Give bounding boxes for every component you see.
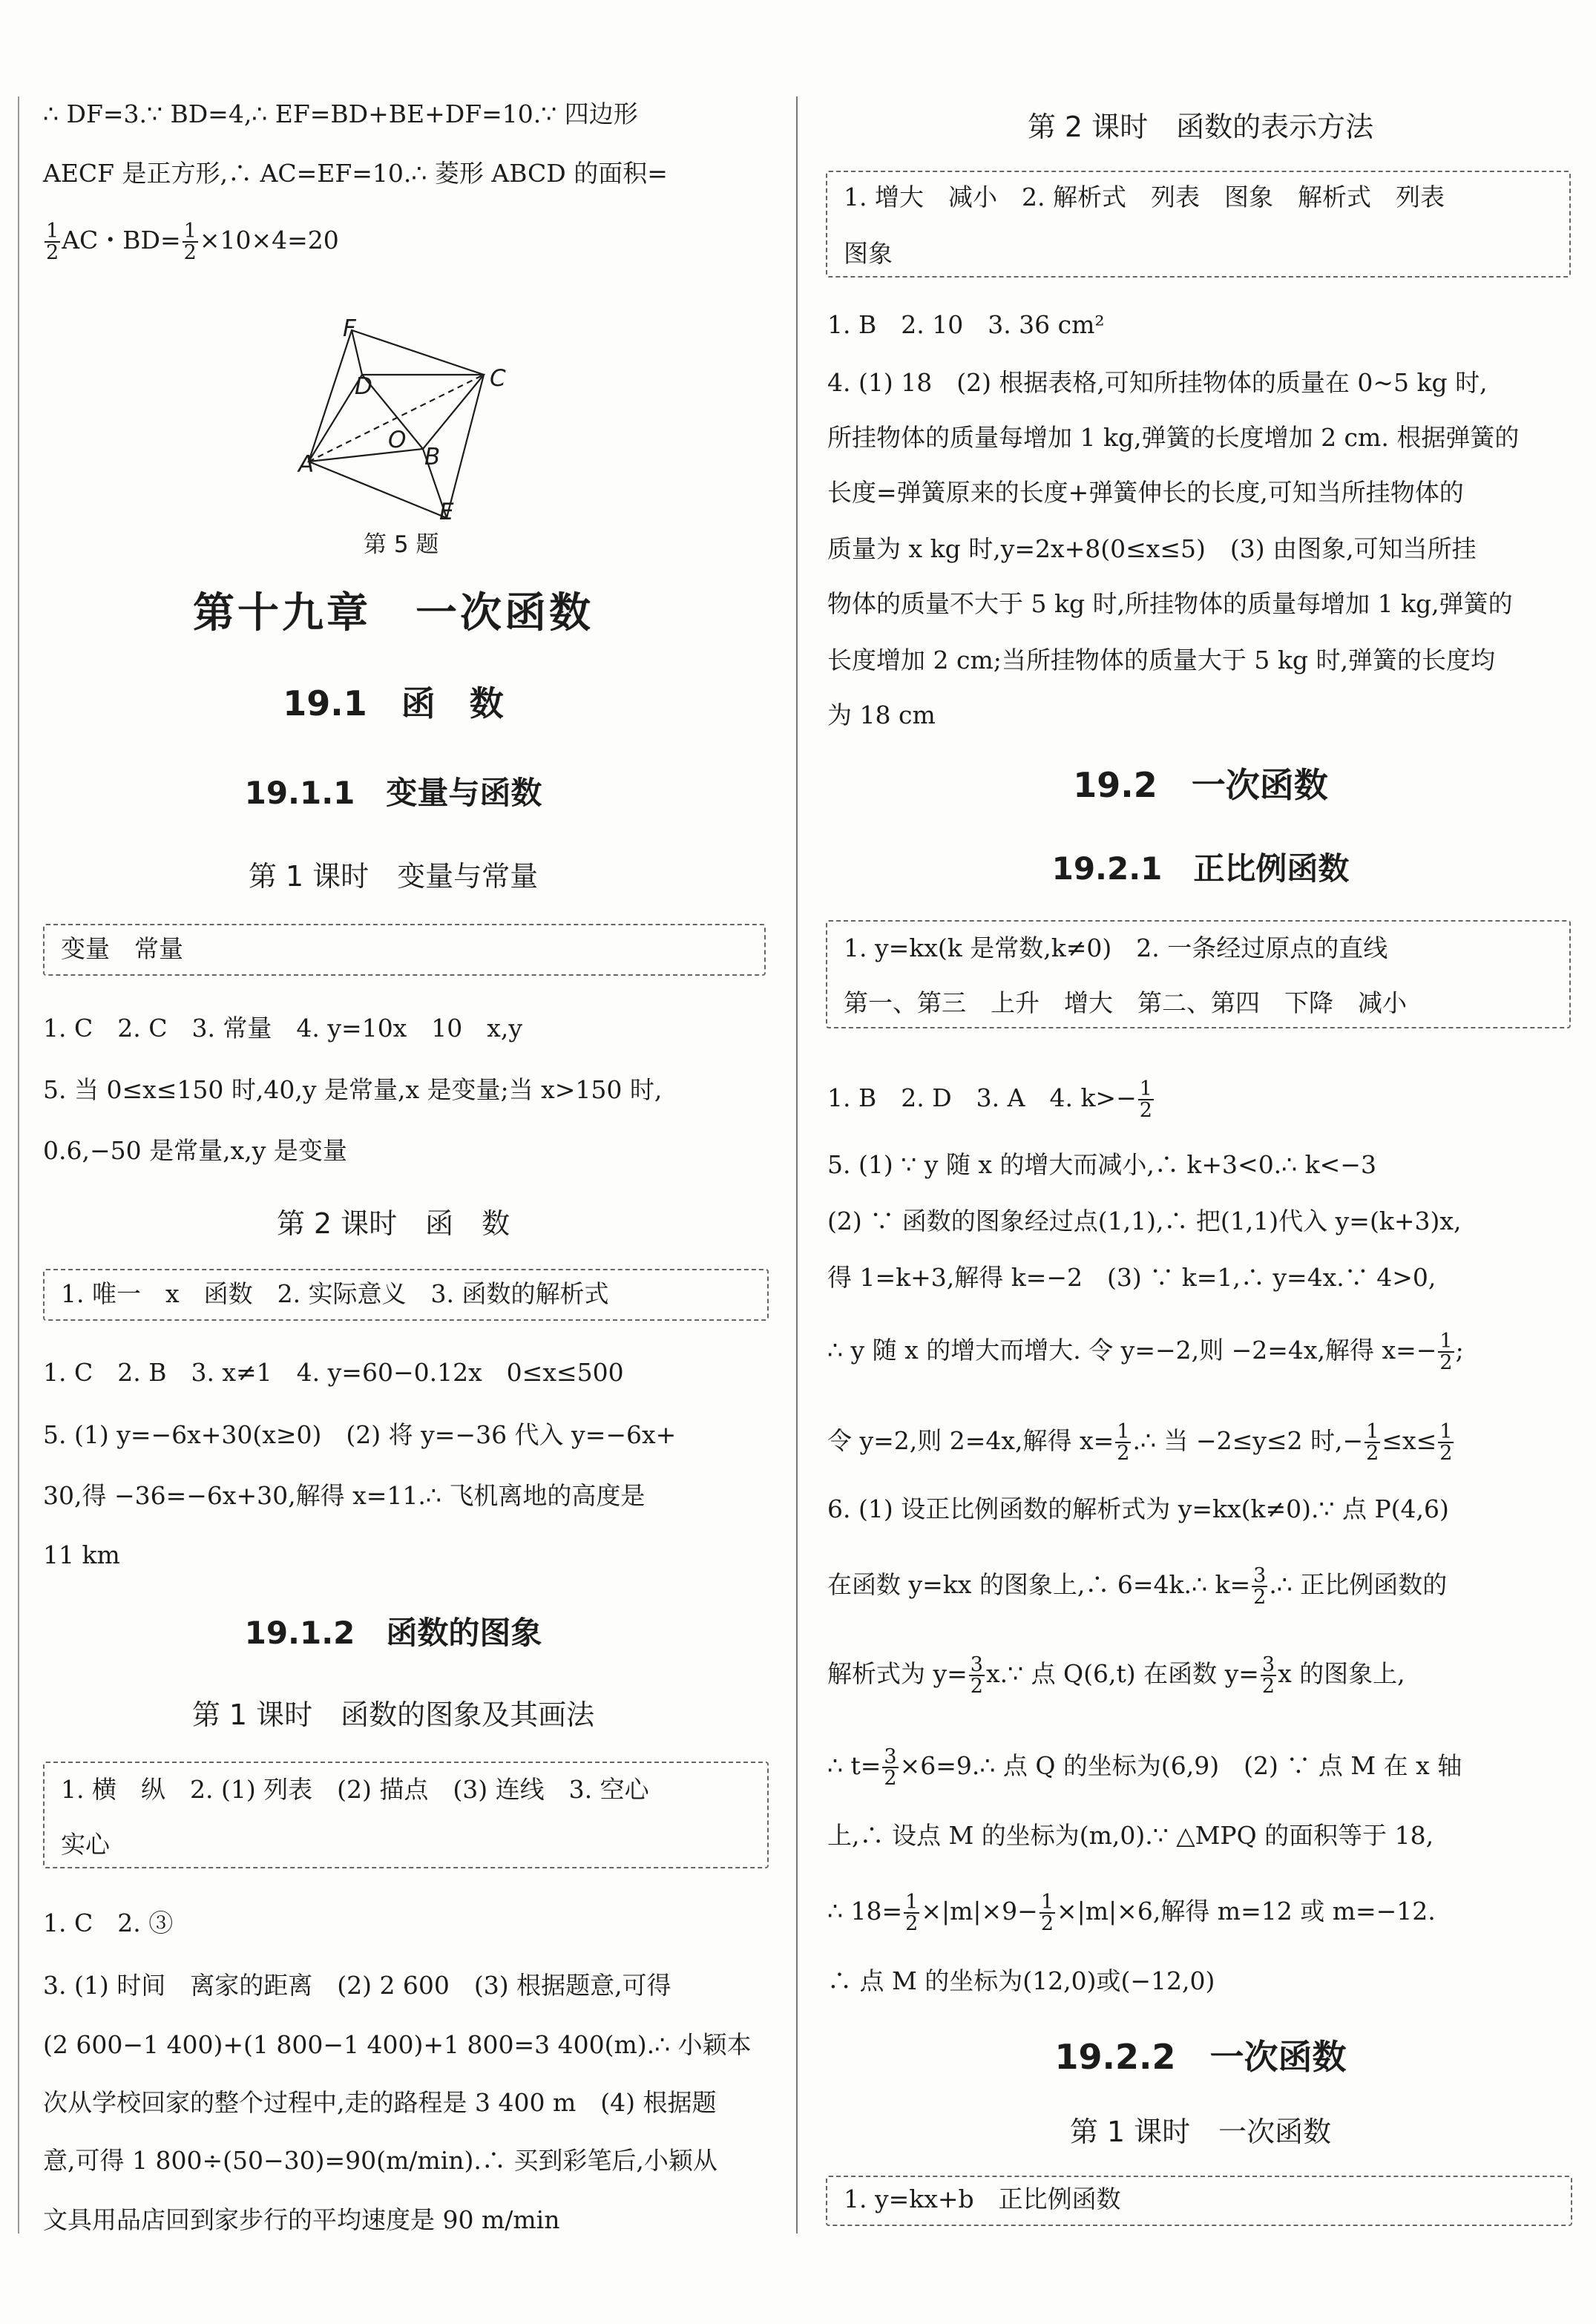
label-E: E [439, 499, 454, 525]
fraction: $\frac{1}{2}$ [183, 220, 197, 264]
fraction: $\frac{1}{2}$ [1439, 1330, 1453, 1374]
text-line: 3. (1) 时间 离家的距离 (2) 2 600 (3) 根据题意,可得 [43, 1971, 671, 2000]
lesson-title: 第 1 课时 函数的图象及其画法 [191, 1698, 595, 1731]
box-line: 1. 横 纵 2. (1) 列表 (2) 描点 (3) 连线 3. 空心 [61, 1775, 649, 1804]
box-line: 图象 [844, 239, 893, 268]
fraction: $\frac{1}{2}$ [905, 1891, 919, 1935]
text-line: (2 600−1 400)+(1 800−1 400)+1 800=3 400(m).∴ 小颖本 [43, 2030, 752, 2059]
text-line: 意,可得 1 800÷(50−30)=90(m/min).∴ 买到彩笔后,小颖从 [43, 2146, 717, 2175]
text-line: 令 y=2,则 2=4x,解得 x= $\frac{1}{2}$ .∴ 当 −2≤y≤2 时,− $\frac{1}{2}$ ≤x≤ $\frac{1}{2}$ [827, 1420, 1453, 1465]
fraction: $\frac{1}{2}$ [1040, 1891, 1054, 1935]
text-line: 长度增加 2 cm;当所挂物体的质量大于 5 kg 时,弹簧的长度均 [827, 646, 1495, 674]
text-line: ∴ 18= $\frac{1}{2}$ ×|m|×9− $\frac{1}{2}$ ×|m|×6,解得 m=12 或 m=−12. [827, 1891, 1436, 1935]
text-line: 5. (1) ∵ y 随 x 的增大而减小,∴ k+3<0.∴ k<−3 [827, 1150, 1376, 1179]
text-line: AECF 是正方形,∴ AC=EF=10.∴ 菱形 ABCD 的面积= [43, 159, 668, 188]
fraction: $\frac{1}{2}$ [1366, 1420, 1379, 1465]
box-line: 1. 增大 减小 2. 解析式 列表 图象 解析式 列表 [844, 183, 1445, 211]
box-line: 1. 唯一 x 函数 2. 实际意义 3. 函数的解析式 [61, 1279, 609, 1308]
chapter-title: 第十九章 一次函数 [193, 589, 594, 637]
text-line: 0.6,−50 是常量,x,y 是变量 [43, 1136, 347, 1165]
fraction: $\frac{3}{2}$ [1253, 1564, 1267, 1609]
answer-box [826, 920, 1571, 1028]
answer-box [826, 2176, 1572, 2226]
label-D: D [355, 373, 372, 400]
section-title: 19.2.2 一次函数 [1054, 2037, 1347, 2077]
fraction: $\frac{1}{2}$ [1439, 1420, 1453, 1465]
text-line: 1. C 2. B 3. x≠1 4. y=60−0.12x 0≤x≤500 [43, 1358, 624, 1387]
lesson-title: 第 2 课时 函 数 [276, 1207, 510, 1240]
fraction: $\frac{3}{2}$ [1261, 1653, 1275, 1698]
fraction: $\frac{1}{2}$ [46, 220, 59, 264]
text-line: 物体的质量不大于 5 kg 时,所挂物体的质量每增加 1 kg,弹簧的 [827, 589, 1513, 618]
text-line: ∴ y 随 x 的增大而增大. 令 y=−2,则 −2=4x,解得 x=− $\frac{1}{2}$ ; [827, 1330, 1464, 1374]
box-line: 1. y=kx+b 正比例函数 [844, 2185, 1121, 2213]
answer-box [43, 1762, 769, 1868]
box-line: 第一、第三 上升 增大 第二、第四 下降 减小 [844, 988, 1407, 1017]
text-line: 在函数 y=kx 的图象上,∴ 6=4k.∴ k= $\frac{3}{2}$ .∴ 正比例函数的 [827, 1564, 1448, 1609]
lesson-title: 第 1 课时 一次函数 [1069, 2115, 1332, 2148]
subsection-title: 19.2.1 正比例函数 [1051, 850, 1350, 887]
text-line: 所挂物体的质量每增加 1 kg,弹簧的长度增加 2 cm. 根据弹簧的 [827, 423, 1520, 452]
text-line: 得 1=k+3,解得 k=−2 (3) ∵ k=1,∴ y=4x.∵ 4>0, [827, 1263, 1436, 1292]
text-line: 30,得 −36=−6x+30,解得 x=11.∴ 飞机离地的高度是 [43, 1481, 646, 1510]
text-line: ∴ t= $\frac{3}{2}$ ×6=9.∴ 点 Q 的坐标为(6,9) (2) ∵ 点 M 在 x 轴 [827, 1745, 1462, 1790]
lesson-title: 第 1 课时 变量与常量 [248, 860, 539, 893]
text-line: 长度=弹簧原来的长度+弹簧伸长的长度,可知当所挂物体的 [827, 478, 1464, 507]
text-line: (2) ∵ 函数的图象经过点(1,1),∴ 把(1,1)代入 y=(k+3)x, [827, 1207, 1462, 1235]
text-line: 5. 当 0≤x≤150 时,40,y 是常量,x 是变量;当 x>150 时, [43, 1075, 663, 1104]
text-line: 11 km [43, 1540, 120, 1569]
page-edge-line [18, 96, 19, 2233]
text-line: 次从学校回家的整个过程中,走的路程是 3 400 m (4) 根据题 [43, 2088, 717, 2117]
answer-box [826, 171, 1571, 278]
text-line: 为 18 cm [827, 700, 936, 729]
column-divider [796, 96, 798, 2233]
area-formula: $\frac{1}{2}$ AC・BD= $\frac{1}{2}$ ×10×4=20 [46, 220, 339, 264]
text-line: ∴ 点 M 的坐标为(12,0)或(−12,0) [827, 1966, 1215, 1995]
label-C: C [490, 365, 506, 392]
fraction: $\frac{3}{2}$ [884, 1745, 897, 1790]
label-F: F [343, 315, 356, 342]
figure-caption: 第 5 题 [364, 531, 439, 558]
box-line: 1. y=kx(k 是常数,k≠0) 2. 一条经过原点的直线 [844, 933, 1388, 962]
text-line: ∴ DF=3.∵ BD=4,∴ EF=BD+BE+DF=10.∵ 四边形 [43, 99, 638, 128]
subsection-title: 19.1.1 变量与函数 [244, 775, 542, 811]
text-line: 1. C 2. ③ [43, 1908, 174, 1937]
text-line: 1. B 2. 10 3. 36 cm² [827, 310, 1105, 339]
fraction: $\frac{3}{2}$ [970, 1653, 983, 1698]
text-line: 解析式为 y= $\frac{3}{2}$ x.∵ 点 Q(6,t) 在函数 y= $\frac{3}{2}$ x 的图象上, [827, 1653, 1405, 1698]
text-line: 质量为 x kg 时,y=2x+8(0≤x≤5) (3) 由图象,可知当所挂 [827, 534, 1477, 563]
lesson-title: 第 2 课时 函数的表示方法 [1027, 111, 1374, 143]
section-title: 19.2 一次函数 [1073, 765, 1328, 805]
rhombus-figure [282, 312, 527, 527]
text-line: 上,∴ 设点 M 的坐标为(m,0).∵ △MPQ 的面积等于 18, [827, 1821, 1434, 1850]
fraction: $\frac{1}{2}$ [1117, 1420, 1130, 1465]
text-line: 1. B 2. D 3. A 4. k>− $\frac{1}{2}$ [827, 1077, 1152, 1122]
text-line: 5. (1) y=−6x+30(x≥0) (2) 将 y=−36 代入 y=−6x+ [43, 1420, 677, 1449]
box-line: 变量 常量 [61, 934, 183, 963]
label-A: A [298, 451, 315, 478]
section-title: 19.1 函 数 [283, 683, 504, 723]
text-line: 文具用品店回到家步行的平均速度是 90 m/min [43, 2205, 560, 2234]
subsection-title: 19.1.2 函数的图象 [244, 1615, 542, 1651]
text-line: 1. C 2. C 3. 常量 4. y=10x 10 x,y [43, 1014, 523, 1043]
box-line: 实心 [61, 1830, 110, 1859]
text-line: 6. (1) 设正比例函数的解析式为 y=kx(k≠0).∵ 点 P(4,6) [827, 1494, 1449, 1523]
answer-box [43, 924, 766, 976]
text-line: 4. (1) 18 (2) 根据表格,可知所挂物体的质量在 0∼5 kg 时, [827, 368, 1488, 397]
label-O: O [388, 427, 407, 453]
fraction: $\frac{1}{2}$ [1139, 1077, 1152, 1122]
label-B: B [424, 444, 441, 470]
answer-box [43, 1269, 769, 1321]
